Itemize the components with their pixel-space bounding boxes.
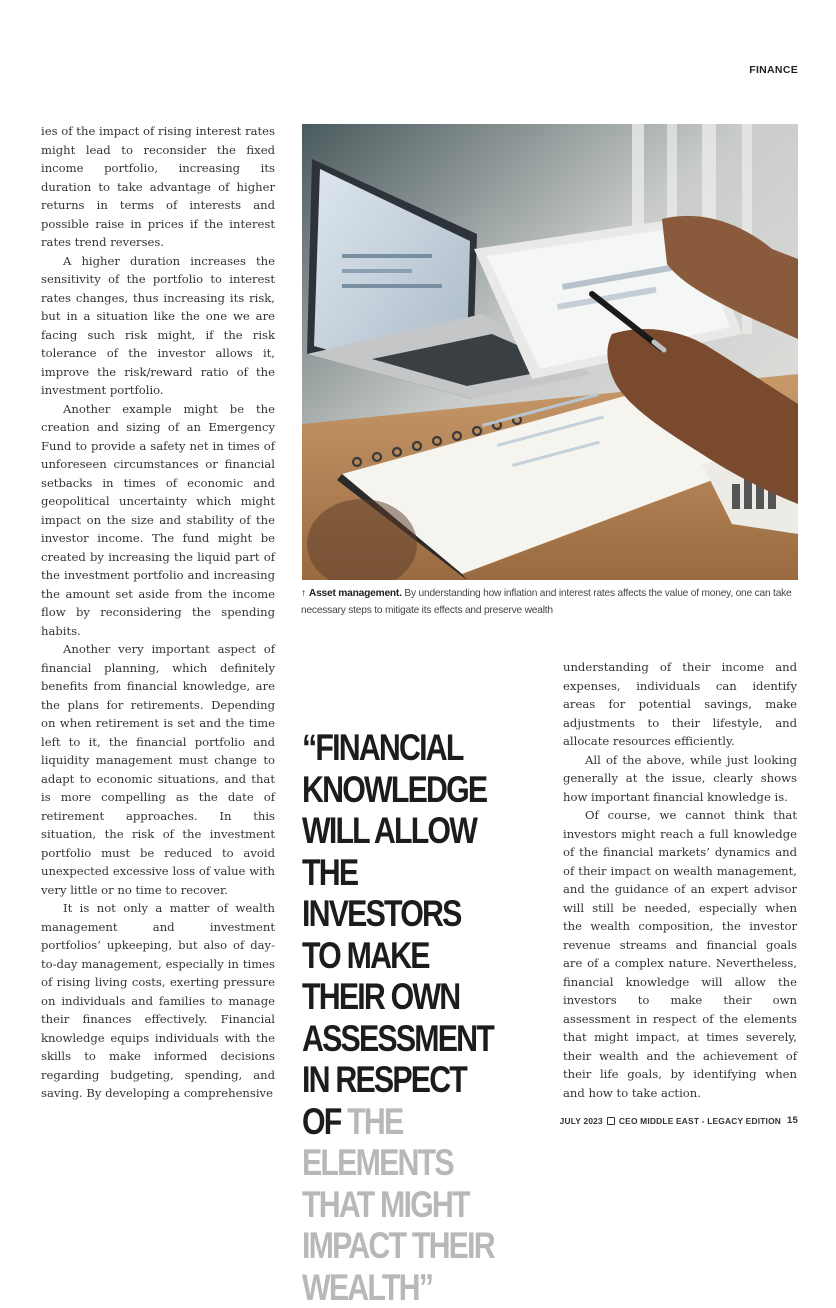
caption-title: Asset management. bbox=[308, 588, 402, 599]
square-icon bbox=[607, 1117, 615, 1125]
arrow-up-icon: ↑ bbox=[301, 588, 306, 599]
paragraph: Another example might be the creation and sizing of an Emergency Fund to provide a safety net in times of unforeseen circumstances or financial setbacks in times of economic and geopolitical uncertainty which might impact on the size and stability of the investor income. The fund might be created by increasing the liquid part of the investment portfolio and increasing the amount set aside from the income flow by reconsidering the spending habits. bbox=[41, 401, 275, 638]
article-column-left bbox=[41, 122, 275, 1103]
page-number: 15 bbox=[787, 1115, 798, 1126]
footer-publication: CEO MIDDLE EAST - LEGACY EDITION bbox=[618, 1115, 782, 1126]
paragraph: Of course, we cannot think that investors might reach a full knowledge of the financial markets’ dynamics and of their impact on wealth management, and the guidance of an expert advisor will still be needed, especially when the wealth composition, the investor revenue streams and financial goals are of a complex nature. Nevertheless, financial knowledge will allow the investors to make their own assessment in respect of the elements that might impact, at times severely, their wealth and the achievement of their life goals, by identifying when and how to take action. bbox=[563, 808, 797, 1100]
article-photo bbox=[302, 124, 798, 580]
paragraph: A higher duration increases the sensitivity of the portfolio to interest rates changes, thus increasing its risk, but in a situation like the one we are facing such risk might, if the risk tolerance of the investor allows it, improve the risk/reward ratio of the investment portfolio. bbox=[41, 253, 275, 397]
pull-quote-dark: “FINANCIAL KNOWLEDGE WILL ALLOW THE INVESTORS TO MAKE THEIR OWN ASSESSMENT IN RESPECT OF bbox=[302, 727, 494, 1142]
paragraph: It is not only a matter of wealth management and investment portfolios’ upkeeping, but also of day-to-day management, especially in times of rising living costs, exerting pressure on individuals and families to manage their finances effectively. Financial knowledge equips individuals with the skills to make informed decisions regarding budgeting, spending, and saving. By developing a comprehensive bbox=[41, 901, 275, 1100]
pull-quote bbox=[302, 727, 499, 1308]
paragraph: All of the above, while just looking generally at the issue, clearly shows how important financial knowledge is. bbox=[563, 752, 797, 804]
photo-caption bbox=[301, 585, 799, 619]
page-footer bbox=[560, 1115, 798, 1126]
paragraph: Another very important aspect of financial planning, which definitely benefits from financial knowledge, are the plans for retirements. Depending on when retirement is set and the time left to it, the financial portfolio and liquidity management must change to adapt to economic situations, and that is more compelling as the date of retirement approaches. In this situation, the risk of the investment portfolio must be reduced to avoid unexpected excessive loss of value with very little or no time to recover. bbox=[41, 642, 275, 897]
footer-date: JULY 2023 bbox=[559, 1115, 603, 1126]
pull-quote-close-mark: ” bbox=[418, 1266, 433, 1308]
section-label: FINANCE bbox=[749, 64, 798, 76]
paragraph: ies of the impact of rising interest rates might lead to reconsider the fixed income portfolio, increasing its duration to take advantage of higher returns in terms of interests and possible raise in prices if the interest rates trend reverses. bbox=[41, 124, 275, 249]
pull-quote-light: THE ELEMENTS THAT MIGHT IMPACT THEIR WEALTH bbox=[302, 1100, 494, 1308]
paragraph: understanding of their income and expenses, individuals can identify areas for potential savings, make adjustments to their lifestyle, and allocate resources efficiently. bbox=[563, 660, 797, 748]
article-column-right bbox=[563, 658, 797, 1102]
caption-text: By understanding how inflation and interest rates affects the value of money, one can take necessary steps to mitigate its effects and preserve wealth bbox=[301, 588, 792, 616]
